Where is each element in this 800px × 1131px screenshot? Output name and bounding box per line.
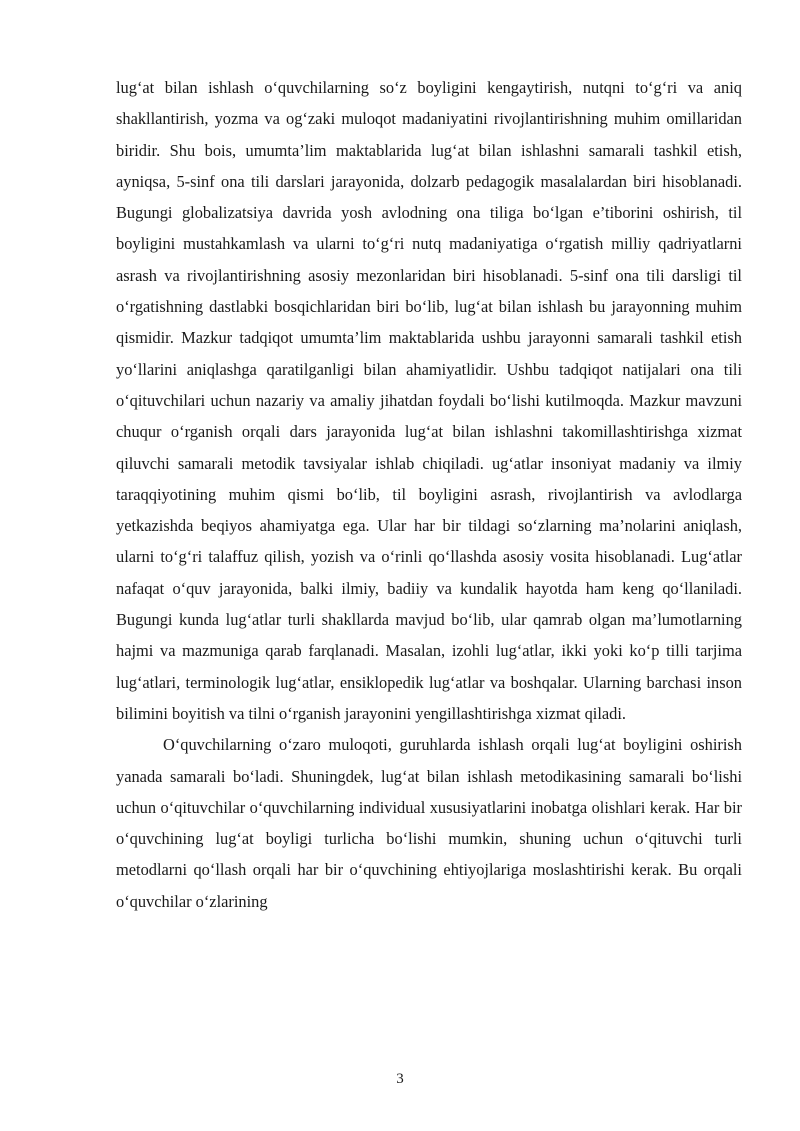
page-number: 3 <box>396 1071 404 1087</box>
paragraph-1: lug‘at bilan ishlash o‘quvchilarning so‘z boyligini kengaytirish, nutqni to‘g‘ri va aniq shakllantirish, yozma va og‘zaki muloqot madaniyatini rivojlantirishning muhim omillaridan biridir. Shu bois, umumta’lim maktablarida lug‘at bilan ishlashni samarali tashkil etish, ayniqsa, 5-sinf ona tili darslari jarayonida, dolzarb pedagogik masalalardan biri hisoblanadi. Bugungi globalizatsiya davrida yosh avlodning ona tiliga bo‘lgan e’tiborini oshirish, til boyligini mustahkamlash va ularni to‘g‘ri nutq madaniyatiga o‘rgatish milliy qadriyatlarni asrash va rivojlantirishning asosiy mezonlaridan biri hisoblanadi. 5-sinf ona tili darsligi til o‘rgatishning dastlabki bosqichlaridan biri bo‘lib, lug‘at bilan ishlash bu jarayonning muhim qismidir. Mazkur tadqiqot umumta’lim maktablarida ushbu jarayonni samarali tashkil etish yo‘llarini aniqlashga qaratilganligi bilan ahamiyatlidir. Ushbu tadqiqot natijalari ona tili o‘qituvchilari uchun nazariy va amaliy jihatdan foydali bo‘lishi kutilmoqda. Mazkur mavzuni chuqur o‘rganish orqali dars jarayonida lug‘at bilan ishlashni takomillashtirishga xizmat qiluvchi samarali metodik tavsiyalar ishlab chiqiladi. ug‘atlar insoniyat madaniy va ilmiy taraqqiyotining muhim qismi bo‘lib, til boyligini asrash, rivojlantirish va avlodlarga yetkazishda beqiyos ahamiyatga ega. Ular har bir tildagi so‘zlarning ma’nolarini aniqlash, ularni to‘g‘ri talaffuz qilish, yozish va o‘rinli qo‘llashda asosiy vosita hisoblanadi. Lug‘atlar nafaqat o‘quv jarayonida, balki ilmiy, badiiy va kundalik hayotda ham keng qo‘llaniladi. Bugungi kunda lug‘atlar turli shakllarda mavjud bo‘lib, ular qamrab olgan ma’lumotlarning hajmi va mazmuniga qarab farqlanadi. Masalan, izohli lug‘atlar, ikki yoki ko‘p tilli tarjima lug‘atlari, terminologik lug‘atlar, ensiklopedik lug‘atlar va boshqalar. Ularning barchasi inson bilimini boyitish va tilni o‘rganish jarayonini yengillashtirishga xizmat qiladi. <box>116 78 742 723</box>
body-text <box>116 72 742 917</box>
paragraph-2: O‘quvchilarning o‘zaro muloqoti, guruhlarda ishlash orqali lug‘at boyligini oshirish yanada samarali bo‘ladi. Shuningdek, lug‘at bilan ishlash metodikasining samarali bo‘lishi uchun o‘qituvchilar o‘quvchilarning individual xususiyatlarini inobatga olishlari kerak. Har bir o‘quvchining lug‘at boyligi turlicha bo‘lishi mumkin, shuning uchun o‘qituvchi turli metodlarni qo‘llash orqali har bir o‘quvchining ehtiyojlariga moslashtirishi kerak. Bu orqali o‘quvchilar o‘zlarining <box>116 735 742 911</box>
